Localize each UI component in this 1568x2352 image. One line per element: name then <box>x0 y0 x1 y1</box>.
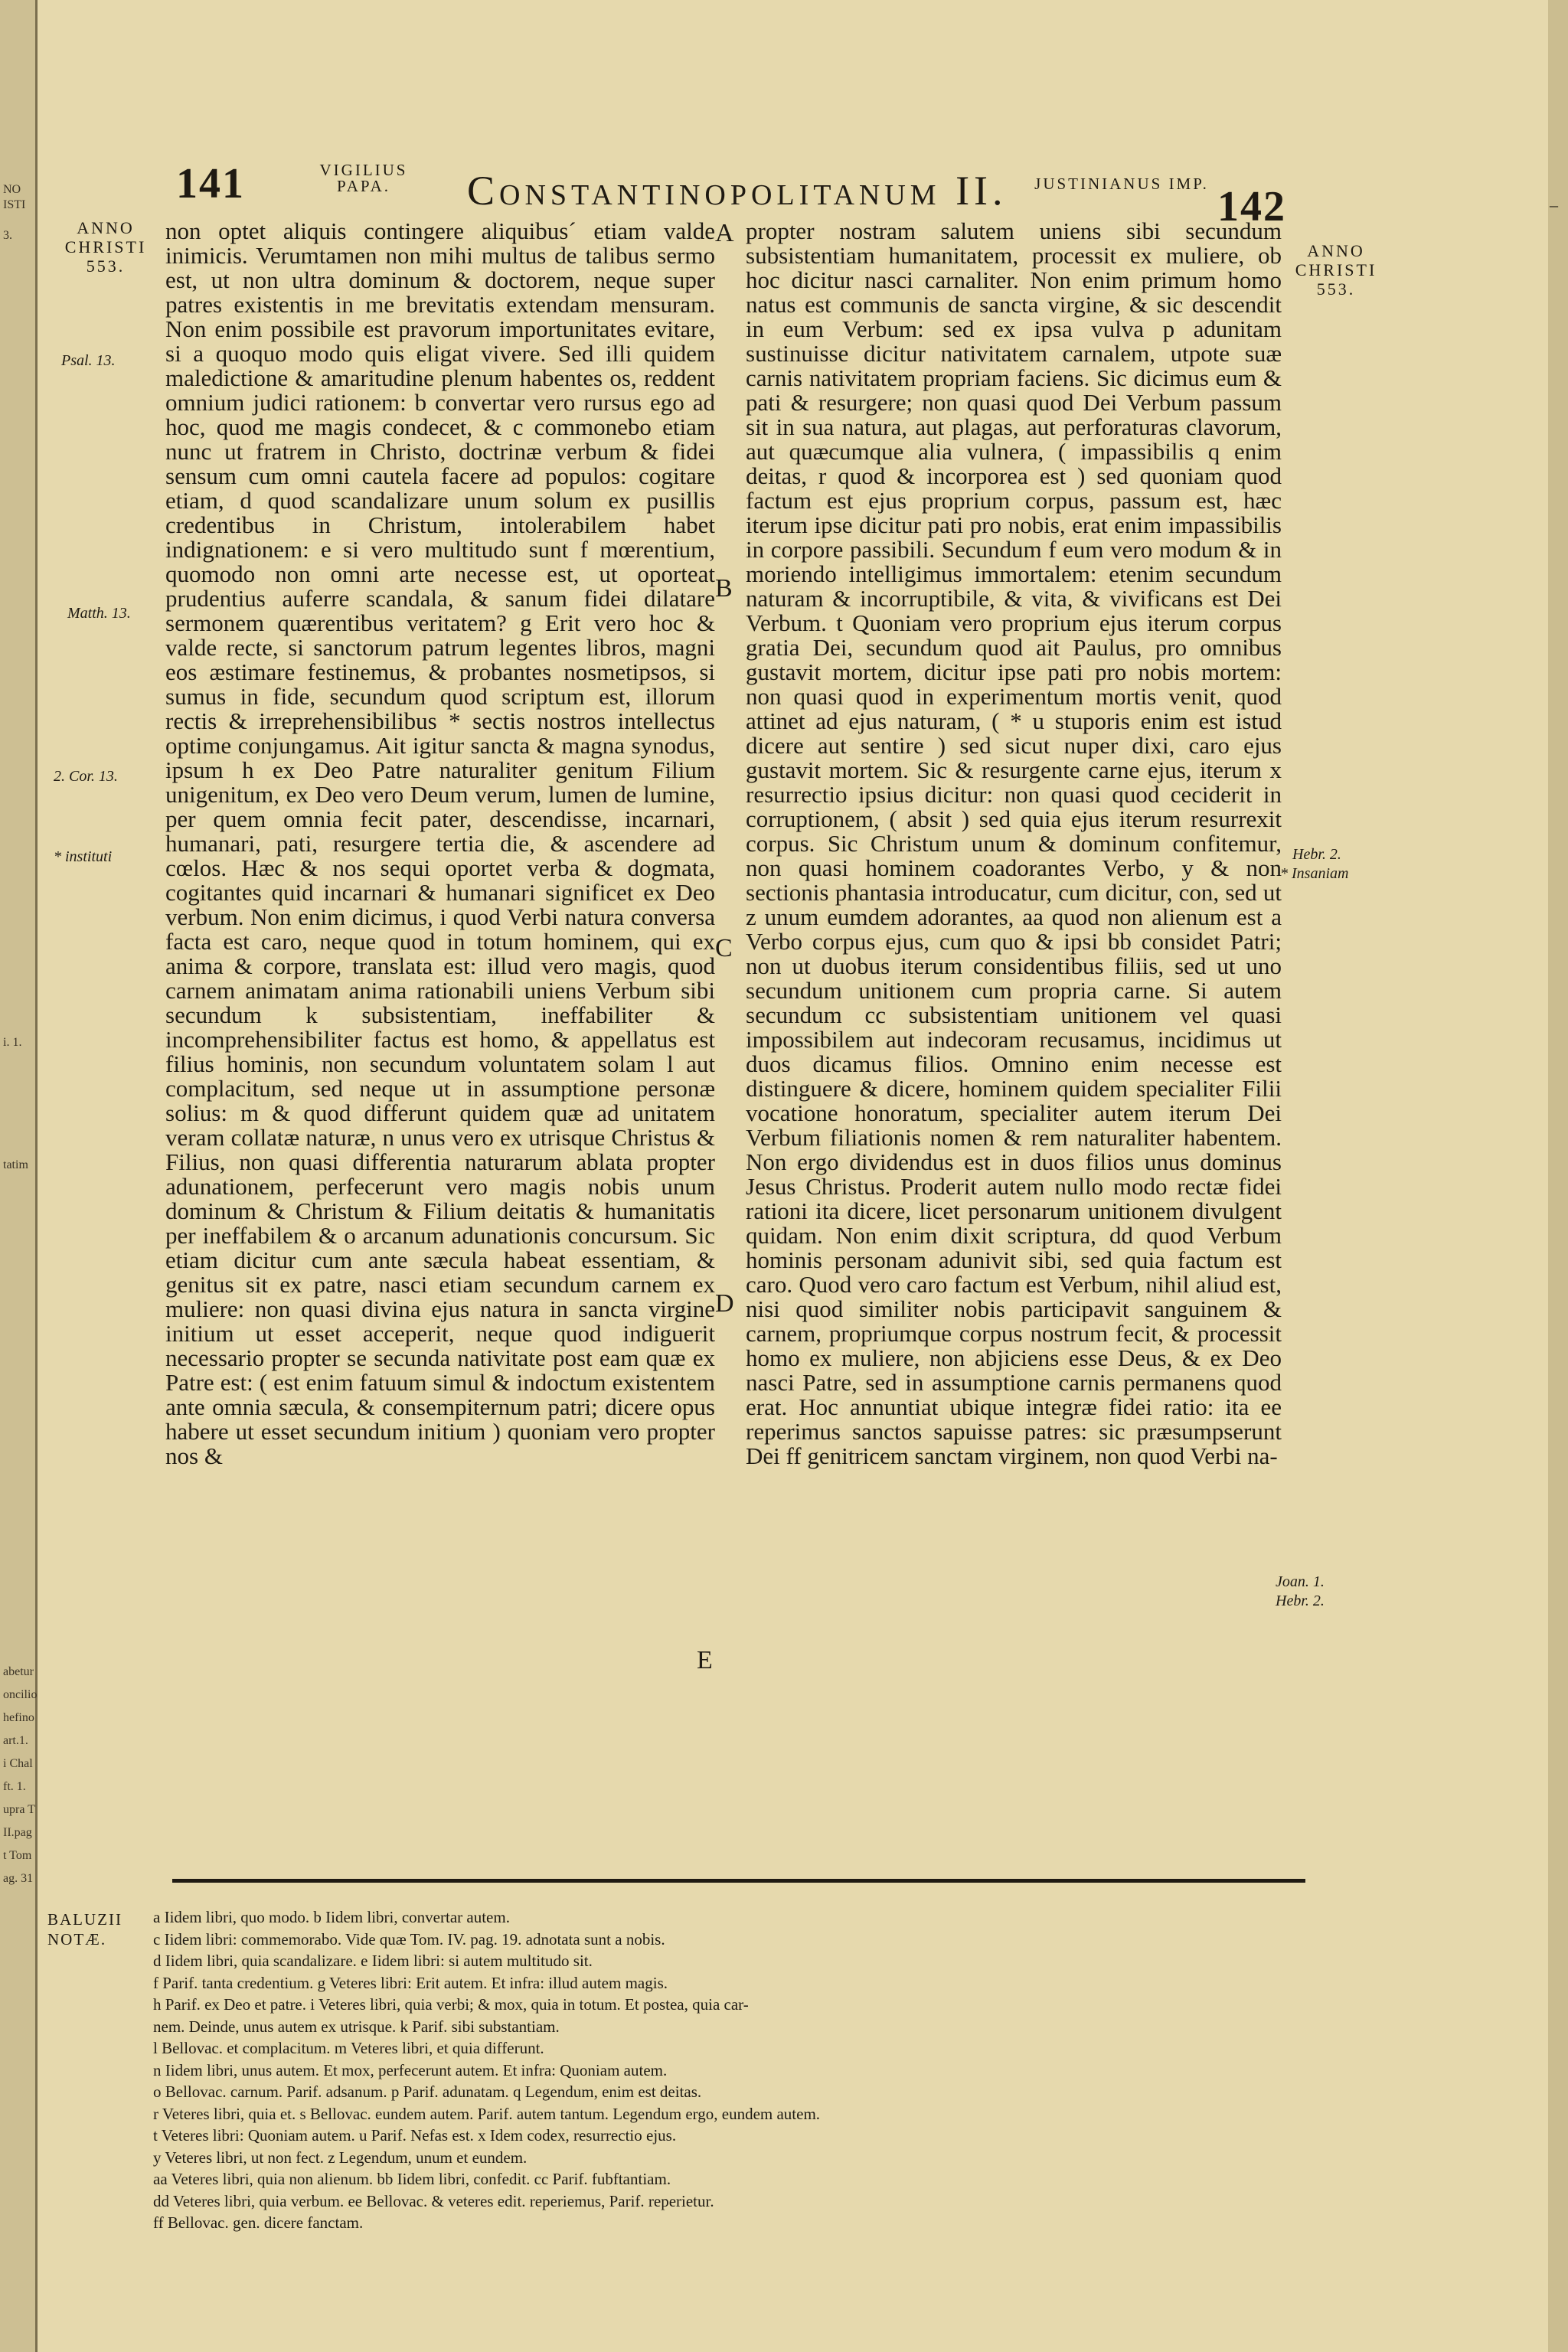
text-column-left <box>165 219 715 1468</box>
spine-text: NO <box>3 183 21 196</box>
margin-reference: Hebr. 2. <box>1292 846 1341 863</box>
footnote-line: d Iidem libri, quia scandalizare. e Iidem libri: si autem multitudo sit. <box>153 1952 593 1970</box>
spine-text: tatim <box>3 1158 28 1171</box>
spine-text: i Chal <box>3 1757 33 1770</box>
notes-divider <box>172 1879 1305 1883</box>
column-paragraph: propter nostram salutem uniens sibi secundum subsistentiam humanitatem, processit ex muliere, ob hoc dicitur nasci carnaliter. Non enim primum homo natus est communis de sancta virgine, & sic descendit in eum Verbum: sed ex ipsa vulva p adunitam sustinuisse dicitur nativitatem carnalem, utpote suæ carnis nativitatem propriam faciens. Sic dicimus eum & pati & resurgere; non quasi quod Dei Verbum passum sit in sua natura, aut plagas, aut perforaturas clavorum, aut quæcumque alia vulnera, ( impassibilis q enim deitas, r quod & incorporea est ) sed quoniam quod factum est ejus proprium corpus, passum est, hæc iterum ipse dicitur pati pro nobis, erat enim impassibilis in corpore passibili. Secundum f eum vero modum & in moriendo intelligimus immortalem: etenim secundum naturam & incorruptibile, & vita, & vivificans est Dei Verbum. t Quoniam vero proprium ejus iterum corpus gratia Dei, secundum quod ait Paulus, pro omnibus gustavit mortem, dicitur ipse pati pro nobis mortem: non quasi quod in experimentum mortis venit, quod attinet ad ejus naturam, ( * u stuporis enim est istud dicere aut sentire ) sed sicut nuper dixi, caro ejus gustavit mortem. Sic & resurgente carne ejus, iterum x resurrectio ipsius dicitur: non quasi quod ceciderit in corruptionem, ( absit ) sed quia ejus iterum resurrexit corpus. Sic Christum unum & dominum confitemur, non quasi hominem coadorantes Verbo, y & non sectionis phantasia introducatur, cum dicitur, con, sed ut z unum eumdem adorantes, aa quod non alienum est a Verbo corpus ejus, cum quo & ipsi bb considet Patri; non ut duobus iterum considentibus filiis, sed ut uno secundum unitionem cum propria carne. Si autem secundum cc subsistentiam unitionem vel quasi impossibilem aut indecoram recusamus, incidimus ut duos dicamus filios. Omnino enim necesse est distinguere & dicere, hominem quidem specialiter Filii vocatione honoratum, specialiter autem iterum Dei Verbum filiationis nomen & rem naturaliter habentem. Non ergo dividendus est in duos filios unus dominus Jesus Christus. Proderit autem nullo modo rectæ fidei rationi ita dicere, licet personarum unitionem divulgent quidam. Non enim dixit scriptura, dd quod Verbum hominis personam adunivit sibi, sed quia factum est caro. Quod vero caro factum est Verbum, nihil aliud est, nisi quod similiter nobis participavit sanguinem & carnem, propriumque corpus nostrum fecit, & processit homo ex muliere, non abjiciens esse Deus, & ex Deo nasci Patre, sed in assumptione carnis permanens quod erat. Hoc annuntiat ubique integræ fidei ratio: ita ee reperimus sanctos sapuisse patres: sic præsumpserunt Dei ff genitricem sanctam virginem, non quod Verbi na- <box>746 217 1282 1469</box>
footnote-line: ff Bellovac. gen. dicere fanctam. <box>153 2213 364 2232</box>
footnote-line: dd Veteres libri, quia verbum. ee Bellovac. & veteres edit. reperiemus, Parif. reperietur. <box>153 2191 714 2210</box>
section-letter: B <box>715 574 733 603</box>
section-letter: D <box>715 1289 734 1318</box>
spine-text: upra T <box>3 1803 35 1816</box>
footnote-line: t Veteres libri: Quoniam autem. u Parif. Nefas est. x Idem codex, resurrectio ejus. <box>153 2126 677 2145</box>
footnote-line: l Bellovac. et complacitum. m Veteres libri, et quia differunt. <box>153 2039 544 2057</box>
footnotes <box>153 1906 1286 2234</box>
spine-text: hefino <box>3 1711 34 1724</box>
header-caption-right: JUSTINIANUS IMP. <box>1034 175 1209 193</box>
footnote-line: y Veteres libri, ut non fect. z Legendum, unum et eundem. <box>153 2148 528 2167</box>
year-marker-right: ANNO CHRISTI 553. <box>1295 241 1377 299</box>
footnote-line: n Iidem libri, unus autem. Et mox, perfecerunt autem. Et infra: Quoniam autem. <box>153 2060 668 2079</box>
page-number-left: 141 <box>176 160 245 207</box>
footnote-line: a Iidem libri, quo modo. b Iidem libri, convertar autem. <box>153 1908 510 1926</box>
section-letter: A <box>715 219 734 247</box>
margin-reference: Psal. 13. <box>61 352 116 369</box>
margin-reference: 2. Cor. 13. <box>54 768 118 785</box>
margin-reference: Joan. 1. <box>1276 1573 1325 1590</box>
footnote-line: h Parif. ex Deo et patre. i Veteres libri, quia verbi; & mox, quia in totum. Et postea, quia car- <box>153 1995 749 2014</box>
dash-mark: – <box>1550 195 1558 214</box>
footnote-line: c Iidem libri: commemorabo. Vide quæ Tom. IV. pag. 19. adnotata sunt a nobis. <box>153 1929 665 1949</box>
margin-reference: * Insaniam <box>1280 865 1349 882</box>
spine-text: ISTI <box>3 198 26 211</box>
footnote-line: f Parif. tanta credentium. g Veteres libri: Erit autem. Et infra: illud autem magis. <box>153 1973 668 1992</box>
column-paragraph: non optet aliquis contingere aliquibus´ etiam valde inimicis. Verumtamen non mihi multus de talibus sermo est, ut non ultra dominum & doctorem, neque super patres existentis in me brevitatis extendam mensuram. Non enim possibile est pravorum importunitates evitare, si a quoquo modo quis eligat vivere. Sed illi quidem maledictione & amaritudine plenum habentes os, reddent omnium judici rationem: b convertar vero rursus ego ad hoc, quod me magis condecet, & c commonebo etiam nunc ut fratrem in Christo, doctrinæ verbum & fidei sensum cum omni cautela facere ad populos: cogitare etiam, d quod scandalizare unum solum ex pusillis credentibus in Christum, intolerabilem habet indignationem: e si vero multitudo sunt f mœrentium, quomodo non omni arte necesse est, ut oporteat prudentius auferre scandala, & sanum fidei dilatare sermonem quærentibus veritatem? g Erit vero hoc & valde recte, si sanctorum patrum legentes libros, magni eos æstimare festinemus, & probantes nosmetipsos, si sumus in fide, secundum quod scriptum est, illorum rectis & irreprehensibilibus * sectis nostros intellectus optime conjungamus. Ait igitur sancta & magna synodus, ipsum h ex Deo Patre naturaliter genitum Filium unigenitum, ex Deo vero Deum verum, lumen de lumine, per quem omnia fecit pater, descendisse, incarnari, humanari, pati, resurgere tertia die, & ascendere ad cœlos. Hæc & nos sequi oportet verba & dogmata, cogitantes quid incarnari & humanari significet ex Deo verbum. Non enim dicimus, i quod Verbi natura conversa facta est caro, neque quod in totum hominem, qui ex anima & corpore, translata est: illud vero magis, quod carnem animatam anima rationabili uniens Verbum sibi secundum k subsistentiam, ineffabiliter & incomprehensibiliter factus est homo, & appellatus est filius hominis, non secundum voluntatem solam l aut complacitum, sed neque ut in assumptione personæ solius: m & quod differunt quidem quæ ad unitatem veram collatæ naturæ, n unus vero ex utrisque Christus & Filius, non quasi differentia naturarum ablata propter adunationem, perfecerunt vero magis nobis unum dominum & Christum & Filium deitatis & humanitatis per ineffabilem & o arcanum adunationis concursum. Sic etiam dicitur cum ante sæcula habeat essentiam, & genitus sit ex patre, nasci etiam secundum carnem ex muliere: non quasi divina ejus natura in sancta virgine initium ut esset acceperit, neque quod indiguerit necessario propter se secunda nativitate post eam quæ ex Patre est: ( est enim fatuum simul & indoctum existentem ante omnia sæcula, & consempiternum patri; dicere opus habere ut esset secundum initium ) quoniam vero propter nos & <box>165 217 715 1469</box>
footnote-line: nem. Deinde, unus autem ex utrisque. k Parif. sibi substantiam. <box>153 2017 560 2036</box>
margin-reference: Hebr. 2. <box>1276 1592 1325 1609</box>
spine-text: ft. 1. <box>3 1780 26 1793</box>
section-letter: E <box>697 1646 713 1674</box>
notes-heading: BALUZII NOTÆ. <box>47 1910 122 1949</box>
footnote-line: r Veteres libri, quia et. s Bellovac. eundem autem. Parif. autem tantum. Legendum ergo, eundem autem. <box>153 2104 821 2123</box>
footnote-line: aa Veteres libri, quia non alienum. bb Iidem libri, confedit. cc Parif. fubftantiam. <box>153 2170 671 2188</box>
spine-text: abetur <box>3 1665 34 1678</box>
running-title: Constantinopolitanum II. <box>467 168 1008 214</box>
spine-text: t Tom <box>3 1849 32 1862</box>
adjacent-page-edge-right <box>1548 0 1568 2352</box>
header-caption-left: VIGILIUS PAPA. <box>319 161 408 195</box>
section-letter: C <box>715 934 733 962</box>
page-header <box>176 153 1432 230</box>
spine-text: 3. <box>3 229 12 242</box>
margin-reference: Matth. 13. <box>67 605 131 622</box>
page-number-right: 142 <box>1217 183 1286 230</box>
spine-text: art.1. <box>3 1734 28 1747</box>
footnote-line: o Bellovac. carnum. Parif. adsanum. p Parif. adunatam. q Legendum, enim est deitas. <box>153 2082 702 2101</box>
year-marker-left: ANNO CHRISTI 553. <box>64 218 147 276</box>
spine-text: i. 1. <box>3 1036 22 1049</box>
spine-text: oncilio <box>3 1688 38 1701</box>
text-column-right <box>746 219 1282 1468</box>
adjacent-page-edge-left <box>0 0 38 2352</box>
spine-text: II.pag <box>3 1826 32 1839</box>
margin-reference: * instituti <box>54 848 113 865</box>
spine-text: ag. 31 <box>3 1872 34 1885</box>
